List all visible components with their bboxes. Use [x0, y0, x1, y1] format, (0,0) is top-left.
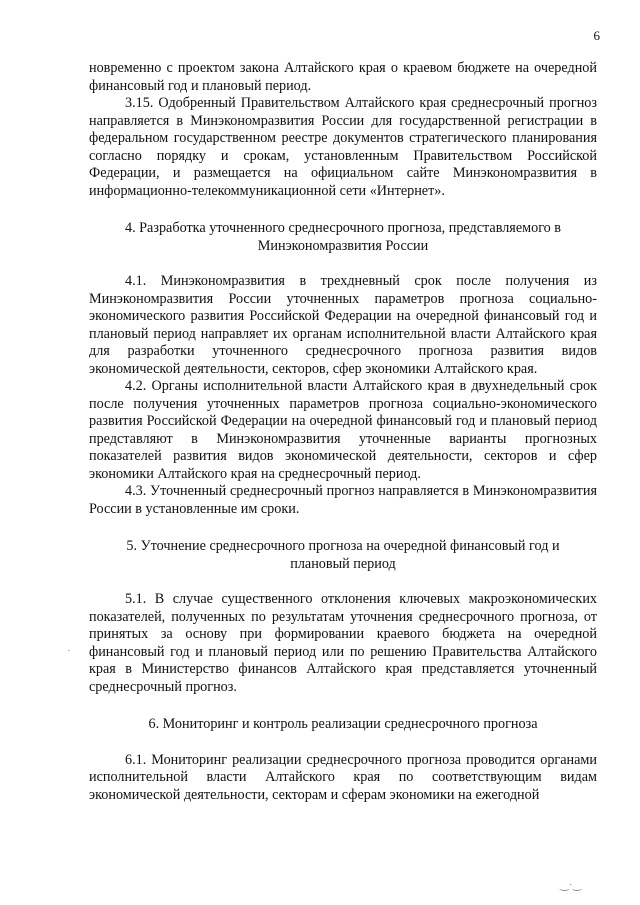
scan-dot-mark: · — [67, 645, 71, 657]
scan-squiggle-mark: ‿·‿ — [560, 879, 582, 891]
paragraph-5-1: 5.1. В случае существенного отклонения ключевых макроэкономических показателей, полученных по результатам уточнения среднесрочного прогноза, от принятых за основу при формировании краевого бюджета на очередной финансовый год и плановый период или по решению Правительства Алтайского края в Министерство финансов Алтайского края представляется уточненный среднесрочный прогноз. — [89, 591, 597, 695]
section-heading-5: 5. Уточнение среднесрочного прогноза на очередной финансовый год и плановый период — [126, 538, 560, 572]
paragraph-4-3: 4.3. Уточненный среднесрочный прогноз направляется в Минэкономразвития России в установленные им сроки. — [89, 483, 597, 517]
section-heading-4: 4. Разработка уточненного среднесрочного прогноза, представляемого в Минэкономразвития России — [124, 220, 562, 254]
paragraph-4-1: 4.1. Минэкономразвития в трехдневный срок после получения из Минэкономразвития России уточненных параметров прогноза социально-экономического развития Российской Федерации на очередной финансовый год и плановый период направляет их органам исполнительной власти Алтайского края для разработки уточненного среднесрочного прогноза развития видов экономической деятельности, секторов, сфер экономики Алтайского края. — [89, 273, 597, 377]
document-body — [89, 60, 597, 804]
page-number: 6 — [593, 28, 600, 43]
section-heading-6: 6. Мониторинг и контроль реализации среднесрочного прогноза — [148, 716, 538, 732]
paragraph-4-2: 4.2. Органы исполнительной власти Алтайского края в двухнедельный срок после получения уточненных параметров прогноза социально-экономического развития Российской Федерации на очередной финансовый год и плановый период представляют в Минэкономразвития уточненные варианты прогнозных показателей развития видов экономической деятельности, секторов и сфер экономики Алтайского края на среднесрочный период. — [89, 378, 597, 482]
paragraph-3-15: 3.15. Одобренный Правительством Алтайского края среднесрочный прогноз направляется в Минэкономразвития России для государственной регистрации в федеральном государственном реестре документов стратегического планирования согласно порядку и срокам, установленным Правительством Российской Федерации, и размещается на официальном сайте Минэкономразвития в информационно-телекоммуникационной сети «Интернет». — [89, 95, 597, 199]
paragraph-6-1: 6.1. Мониторинг реализации среднесрочного прогноза проводится органами исполнительной власти Алтайского края по соответствующим видам экономической деятельности, секторам и сферам экономики на ежегодной — [89, 751, 597, 803]
paragraph-continuation: новременно с проектом закона Алтайского края о краевом бюджете на очередной финансовый год и плановый период. — [89, 60, 597, 94]
